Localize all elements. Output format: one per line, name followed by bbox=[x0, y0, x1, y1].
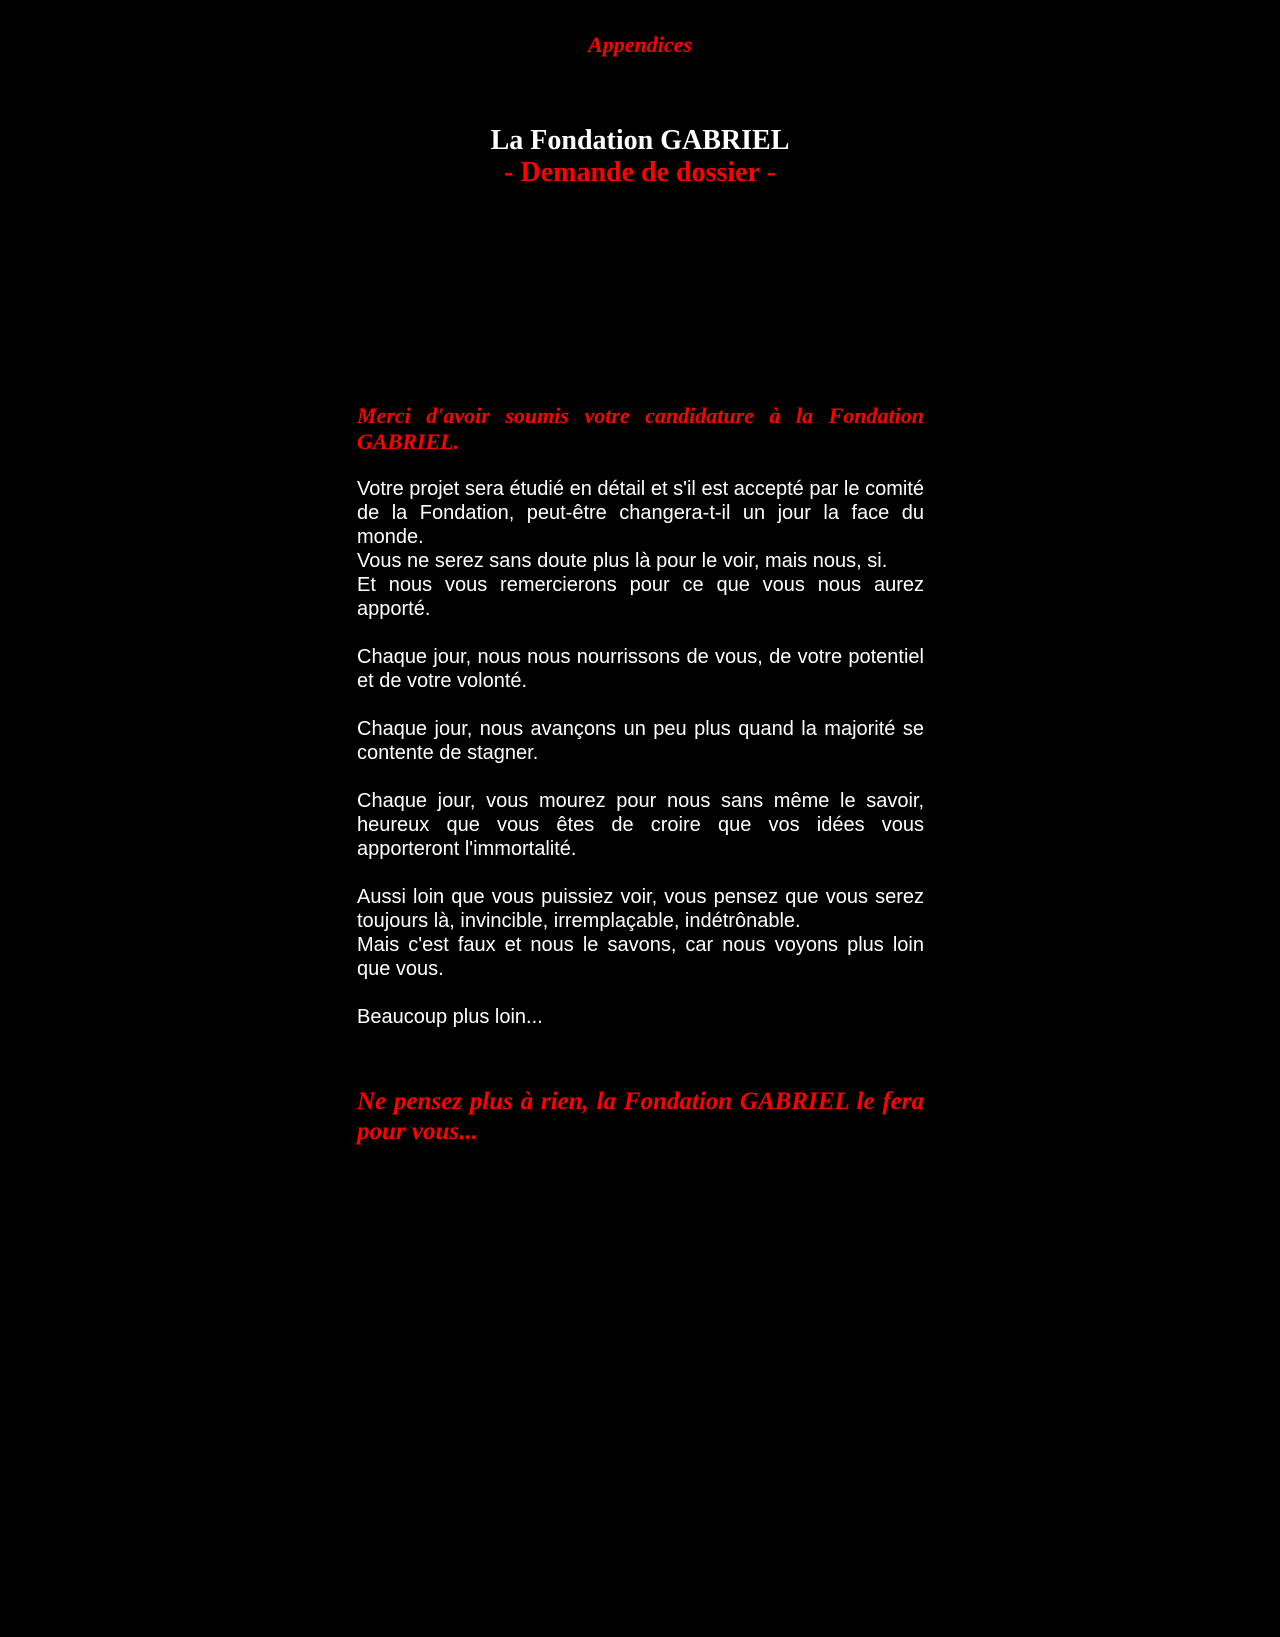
page-title: La Fondation GABRIEL bbox=[490, 125, 790, 156]
paragraph-far bbox=[357, 885, 924, 981]
page-subtitle: - Demande de dossier - bbox=[504, 157, 776, 188]
paragraph-line: Votre projet sera étudié en détail et s'il est accepté par le comité de la Fondation, peut-être changera-t-il un jour la face du monde. bbox=[357, 478, 924, 548]
paragraph-die bbox=[357, 789, 924, 861]
letter-content bbox=[357, 403, 924, 1147]
paragraph-further bbox=[357, 1005, 924, 1029]
appendices-link[interactable]: Appendices bbox=[588, 32, 692, 57]
paragraph-line: Vous ne serez sans doute plus là pour le voir, mais nous, si. bbox=[357, 550, 888, 572]
paragraph-project bbox=[357, 477, 924, 621]
paragraph-line: Chaque jour, vous mourez pour nous sans même le savoir, heureux que vous êtes de croire que vos idées vous apporteront l'immortalité. bbox=[357, 790, 924, 860]
paragraph-line: Chaque jour, nous avançons un peu plus quand la majorité se contente de stagner. bbox=[357, 718, 924, 764]
paragraph-line: Beaucoup plus loin... bbox=[357, 1006, 543, 1028]
thanks-heading: Merci d'avoir soumis votre candidature à la Fondation GABRIEL. bbox=[357, 403, 924, 454]
closing-statement: Ne pensez plus à rien, la Fondation GABRIEL le fera pour vous... bbox=[357, 1088, 924, 1145]
title-block bbox=[0, 125, 1280, 189]
paragraph-nourish bbox=[357, 645, 924, 693]
paragraph-line: Aussi loin que vous puissiez voir, vous pensez que vous serez toujours là, invincible, irremplaçable, indétrônable. bbox=[357, 886, 924, 932]
paragraph-line: Chaque jour, nous nous nourrissons de vous, de votre potentiel et de votre volonté. bbox=[357, 646, 924, 692]
paragraph-advance bbox=[357, 717, 924, 765]
paragraph-line: Et nous vous remercierons pour ce que vous nous aurez apporté. bbox=[357, 574, 924, 620]
paragraph-line: Mais c'est faux et nous le savons, car nous voyons plus loin que vous. bbox=[357, 934, 924, 980]
